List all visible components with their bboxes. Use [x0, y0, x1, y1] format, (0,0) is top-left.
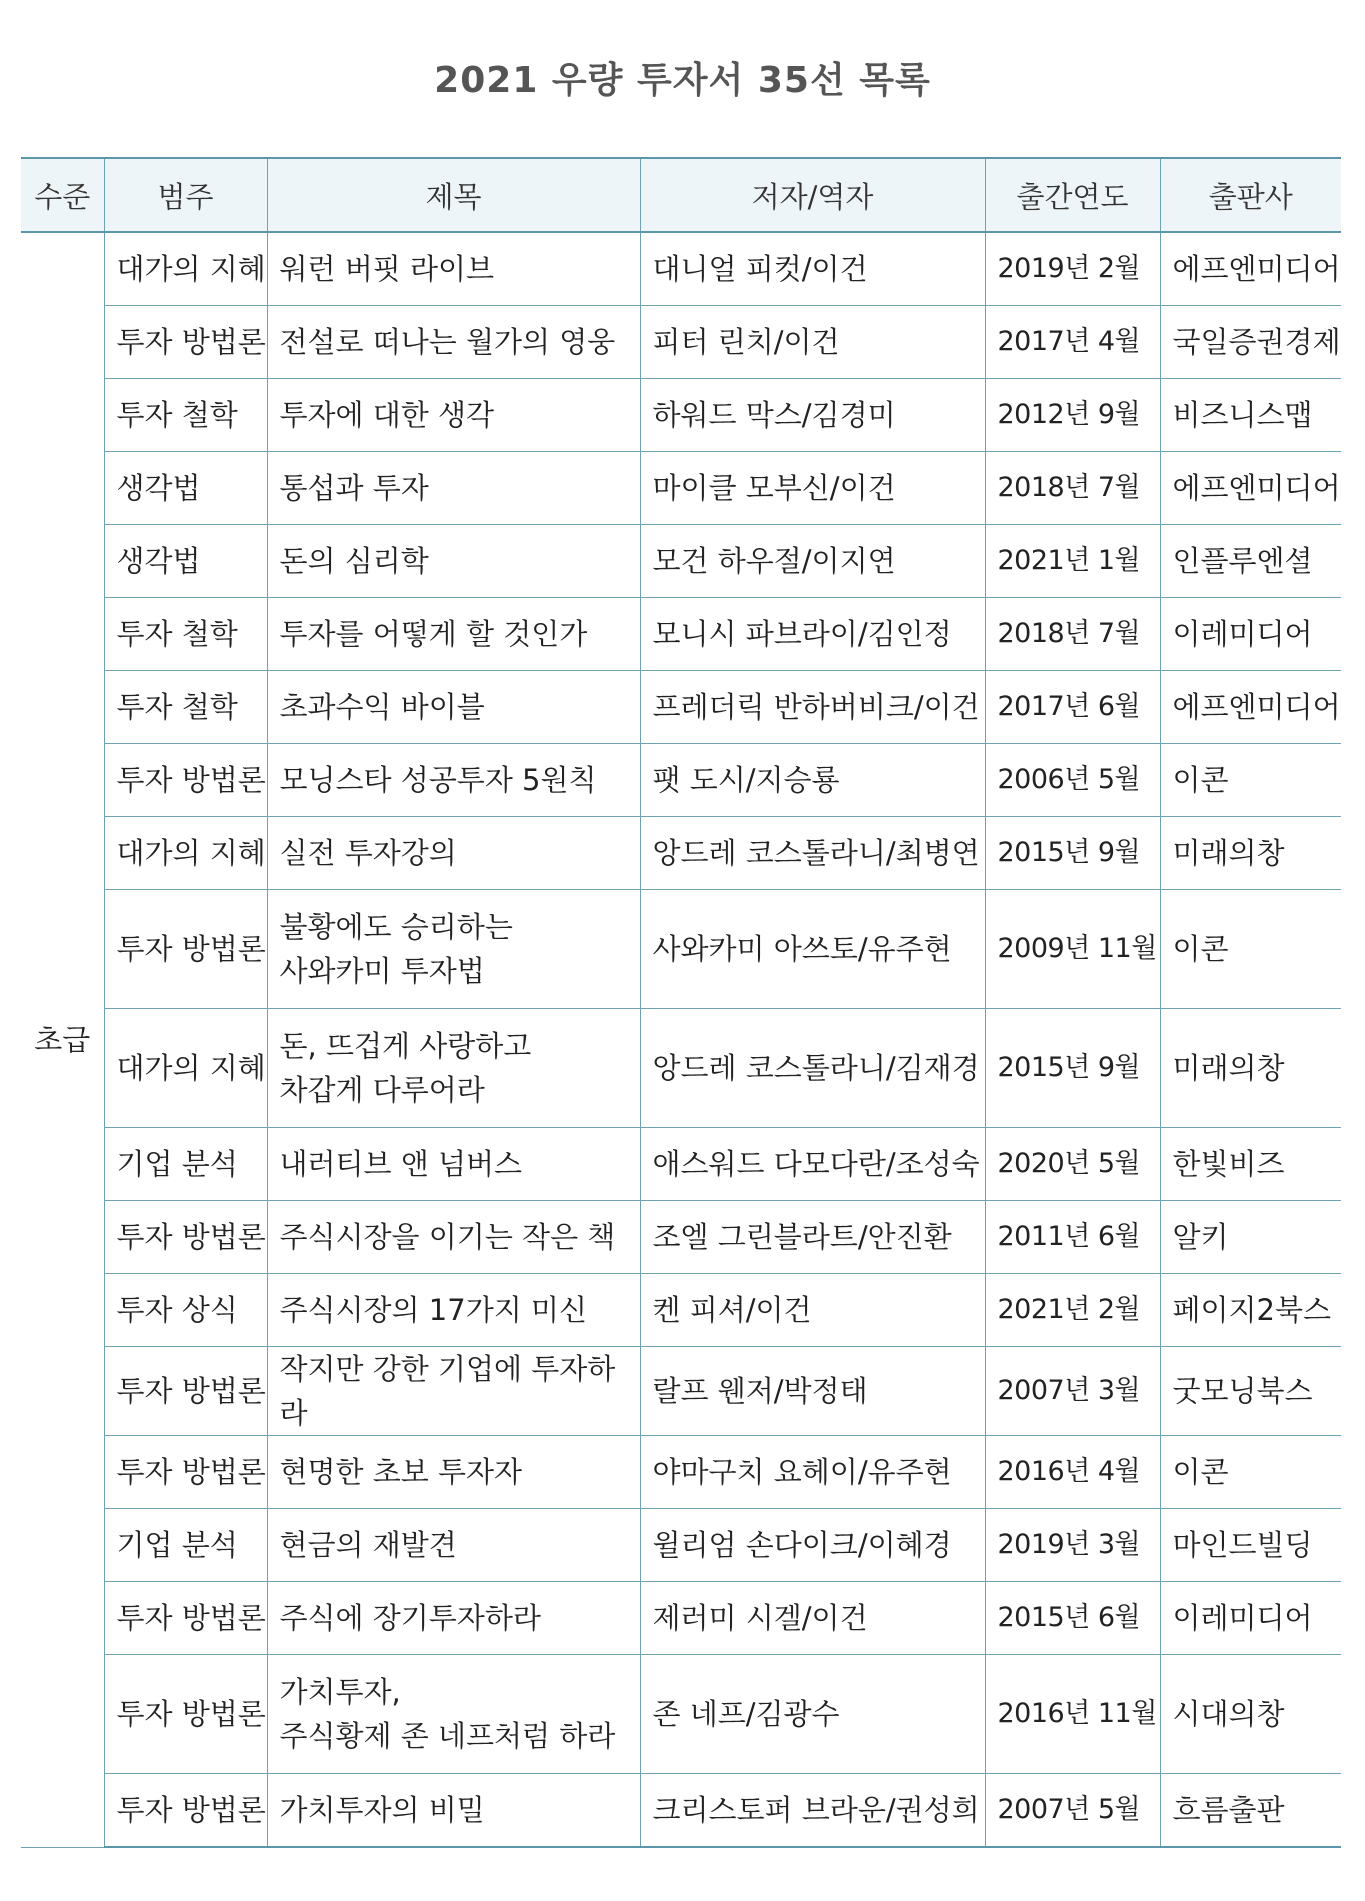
- title-cell: 가치투자의 비밀: [267, 1774, 640, 1848]
- author-cell: 애스워드 다모다란/조성숙: [640, 1128, 985, 1201]
- table-row: [21, 1509, 1341, 1582]
- category-cell: 투자 철학: [104, 379, 267, 452]
- publisher-cell: 굿모닝북스: [1160, 1347, 1341, 1436]
- title-cell: 주식에 장기투자하라: [267, 1582, 640, 1655]
- category-cell: 투자 철학: [104, 671, 267, 744]
- book-list-table: [21, 157, 1341, 1848]
- category-cell: 투자 방법론: [104, 1582, 267, 1655]
- title-cell: 돈, 뜨겁게 사랑하고 차갑게 다루어라: [267, 1009, 640, 1128]
- author-cell: 조엘 그린블라트/안진환: [640, 1201, 985, 1274]
- year-cell: 2007년 5월: [985, 1774, 1160, 1848]
- author-cell: 모니시 파브라이/김인정: [640, 598, 985, 671]
- publisher-cell: 이콘: [1160, 890, 1341, 1009]
- table-header-row: [21, 158, 1341, 232]
- year-cell: 2020년 5월: [985, 1128, 1160, 1201]
- table-row: [21, 1009, 1341, 1128]
- author-cell: 존 네프/김광수: [640, 1655, 985, 1774]
- title-cell: 현금의 재발견: [267, 1509, 640, 1582]
- title-cell: 투자에 대한 생각: [267, 379, 640, 452]
- category-cell: 대가의 지혜: [104, 1009, 267, 1128]
- title-cell: 워런 버핏 라이브: [267, 232, 640, 306]
- header-level: 수준: [21, 158, 104, 232]
- table-row: [21, 452, 1341, 525]
- publisher-cell: 이레미디어: [1160, 598, 1341, 671]
- year-cell: 2019년 2월: [985, 232, 1160, 306]
- table-row: [21, 1274, 1341, 1347]
- category-cell: 생각법: [104, 525, 267, 598]
- publisher-cell: 이콘: [1160, 744, 1341, 817]
- year-cell: 2018년 7월: [985, 452, 1160, 525]
- publisher-cell: 이콘: [1160, 1436, 1341, 1509]
- author-cell: 프레더릭 반하버비크/이건: [640, 671, 985, 744]
- title-cell: 가치투자, 주식황제 존 네프처럼 하라: [267, 1655, 640, 1774]
- author-cell: 마이클 모부신/이건: [640, 452, 985, 525]
- category-cell: 대가의 지혜: [104, 817, 267, 890]
- publisher-cell: 인플루엔셜: [1160, 525, 1341, 598]
- table-row: [21, 1201, 1341, 1274]
- title-cell: 불황에도 승리하는 사와카미 투자법: [267, 890, 640, 1009]
- author-cell: 야마구치 요헤이/유주현: [640, 1436, 985, 1509]
- publisher-cell: 국일증권경제: [1160, 306, 1341, 379]
- table-row: [21, 232, 1341, 306]
- title-cell: 돈의 심리학: [267, 525, 640, 598]
- author-cell: 피터 린치/이건: [640, 306, 985, 379]
- year-cell: 2017년 4월: [985, 306, 1160, 379]
- category-cell: 기업 분석: [104, 1128, 267, 1201]
- table-row: [21, 598, 1341, 671]
- title-cell: 현명한 초보 투자자: [267, 1436, 640, 1509]
- table-row: [21, 1347, 1341, 1436]
- table-row: [21, 306, 1341, 379]
- publisher-cell: 에프엔미디어: [1160, 452, 1341, 525]
- publisher-cell: 한빛비즈: [1160, 1128, 1341, 1201]
- header-author: 저자/역자: [640, 158, 985, 232]
- author-cell: 팻 도시/지승룡: [640, 744, 985, 817]
- year-cell: 2015년 6월: [985, 1582, 1160, 1655]
- publisher-cell: 알키: [1160, 1201, 1341, 1274]
- author-cell: 켄 피셔/이건: [640, 1274, 985, 1347]
- publisher-cell: 비즈니스맵: [1160, 379, 1341, 452]
- year-cell: 2011년 6월: [985, 1201, 1160, 1274]
- author-cell: 윌리엄 손다이크/이혜경: [640, 1509, 985, 1582]
- title-cell: 내러티브 앤 넘버스: [267, 1128, 640, 1201]
- category-cell: 투자 방법론: [104, 890, 267, 1009]
- table-row: [21, 890, 1341, 1009]
- category-cell: 기업 분석: [104, 1509, 267, 1582]
- title-cell: 초과수익 바이블: [267, 671, 640, 744]
- category-cell: 투자 방법론: [104, 1347, 267, 1436]
- header-title: 제목: [267, 158, 640, 232]
- author-cell: 모건 하우절/이지연: [640, 525, 985, 598]
- author-cell: 앙드레 코스톨라니/최병연: [640, 817, 985, 890]
- level-cell: 초급: [21, 232, 104, 1847]
- author-cell: 대니얼 피컷/이건: [640, 232, 985, 306]
- table-row: [21, 1655, 1341, 1774]
- publisher-cell: 에프엔미디어: [1160, 671, 1341, 744]
- publisher-cell: 페이지2북스: [1160, 1274, 1341, 1347]
- category-cell: 투자 방법론: [104, 1774, 267, 1848]
- author-cell: 크리스토퍼 브라운/권성희: [640, 1774, 985, 1848]
- author-cell: 앙드레 코스톨라니/김재경: [640, 1009, 985, 1128]
- publisher-cell: 미래의창: [1160, 1009, 1341, 1128]
- year-cell: 2012년 9월: [985, 379, 1160, 452]
- category-cell: 투자 방법론: [104, 744, 267, 817]
- category-cell: 생각법: [104, 452, 267, 525]
- year-cell: 2016년 11월: [985, 1655, 1160, 1774]
- year-cell: 2007년 3월: [985, 1347, 1160, 1436]
- year-cell: 2017년 6월: [985, 671, 1160, 744]
- title-cell: 전설로 떠나는 월가의 영웅: [267, 306, 640, 379]
- year-cell: 2021년 2월: [985, 1274, 1160, 1347]
- year-cell: 2018년 7월: [985, 598, 1160, 671]
- category-cell: 투자 상식: [104, 1274, 267, 1347]
- title-cell: 작지만 강한 기업에 투자하라: [267, 1347, 640, 1436]
- category-cell: 대가의 지혜: [104, 232, 267, 306]
- table-row: [21, 379, 1341, 452]
- header-category: 범주: [104, 158, 267, 232]
- table-row: [21, 817, 1341, 890]
- author-cell: 랄프 웬저/박정태: [640, 1347, 985, 1436]
- publisher-cell: 흐름출판: [1160, 1774, 1341, 1848]
- author-cell: 제러미 시겔/이건: [640, 1582, 985, 1655]
- category-cell: 투자 철학: [104, 598, 267, 671]
- year-cell: 2015년 9월: [985, 817, 1160, 890]
- year-cell: 2009년 11월: [985, 890, 1160, 1009]
- publisher-cell: 미래의창: [1160, 817, 1341, 890]
- header-year: 출간연도: [985, 158, 1160, 232]
- year-cell: 2019년 3월: [985, 1509, 1160, 1582]
- year-cell: 2015년 9월: [985, 1009, 1160, 1128]
- year-cell: 2006년 5월: [985, 744, 1160, 817]
- publisher-cell: 이레미디어: [1160, 1582, 1341, 1655]
- table-row: [21, 1128, 1341, 1201]
- title-cell: 주식시장의 17가지 미신: [267, 1274, 640, 1347]
- year-cell: 2021년 1월: [985, 525, 1160, 598]
- table-row: [21, 1436, 1341, 1509]
- table-row: [21, 1582, 1341, 1655]
- author-cell: 사와카미 아쓰토/유주현: [640, 890, 985, 1009]
- category-cell: 투자 방법론: [104, 306, 267, 379]
- table-row: [21, 744, 1341, 817]
- title-cell: 모닝스타 성공투자 5원칙: [267, 744, 640, 817]
- publisher-cell: 마인드빌딩: [1160, 1509, 1341, 1582]
- category-cell: 투자 방법론: [104, 1436, 267, 1509]
- title-cell: 실전 투자강의: [267, 817, 640, 890]
- publisher-cell: 시대의창: [1160, 1655, 1341, 1774]
- year-cell: 2016년 4월: [985, 1436, 1160, 1509]
- table-row: [21, 1774, 1341, 1848]
- title-cell: 주식시장을 이기는 작은 책: [267, 1201, 640, 1274]
- table-row: [21, 525, 1341, 598]
- category-cell: 투자 방법론: [104, 1655, 267, 1774]
- title-cell: 투자를 어떻게 할 것인가: [267, 598, 640, 671]
- table-body: [21, 232, 1341, 1847]
- title-cell: 통섭과 투자: [267, 452, 640, 525]
- publisher-cell: 에프엔미디어: [1160, 232, 1341, 306]
- page-title: 2021 우량 투자서 35선 목록: [434, 60, 931, 101]
- category-cell: 투자 방법론: [104, 1201, 267, 1274]
- header-publisher: 출판사: [1160, 158, 1341, 232]
- table-row: [21, 671, 1341, 744]
- author-cell: 하워드 막스/김경미: [640, 379, 985, 452]
